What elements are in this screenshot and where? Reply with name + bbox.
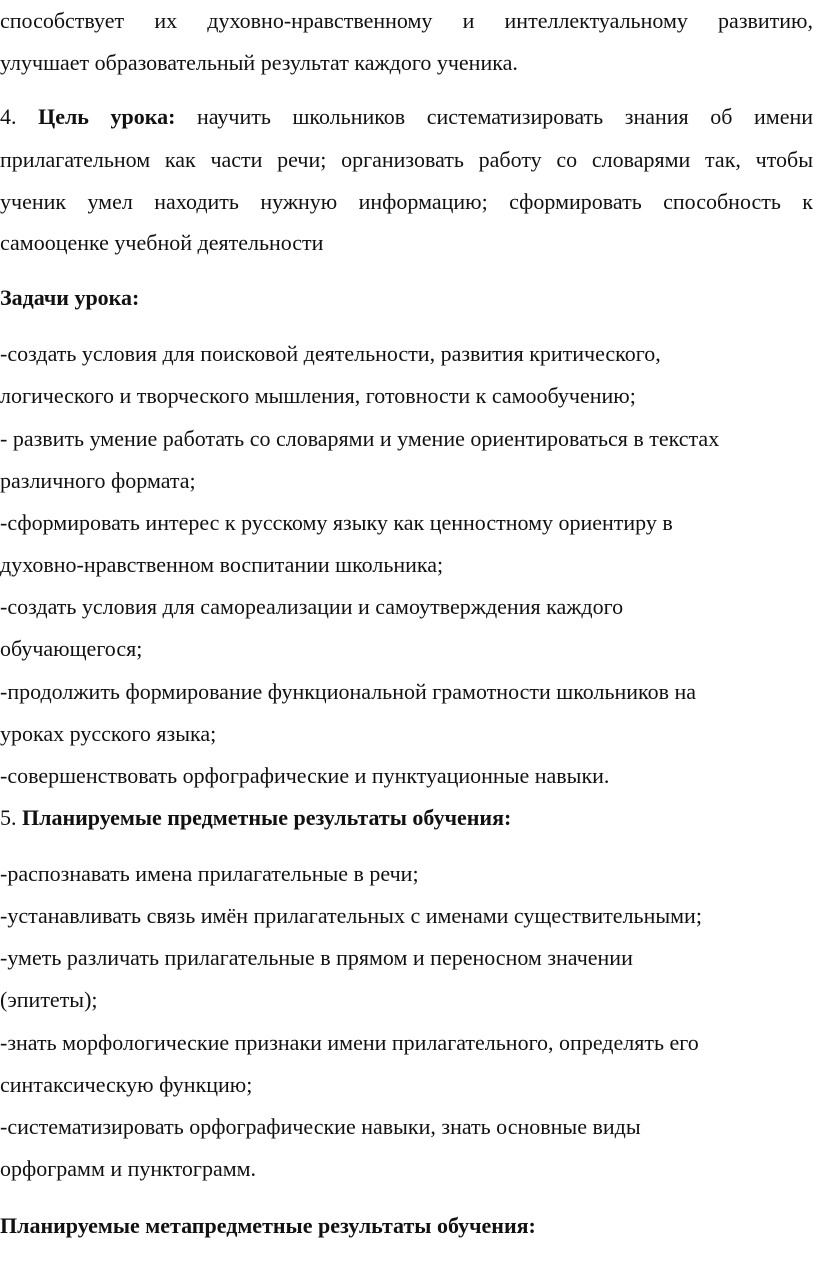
intro-line-1: способствует их духовно-нравственному и интеллектуальному развитию, — [0, 8, 813, 33]
task-line: различного формата; — [0, 468, 196, 493]
goal-line-4: самооценке учебной деятельности — [0, 230, 324, 255]
subject-results-number: 5. — [0, 805, 17, 830]
subject-result-line: -уметь различать прилагательные в прямом и переносном значении — [0, 945, 633, 970]
tasks-heading: Задачи урока: — [0, 285, 140, 310]
subject-results-heading: Планируемые предметные результаты обучения: — [22, 805, 512, 830]
goal-line-3: ученик умел находить нужную информацию; сформировать способность к — [0, 189, 813, 214]
task-line: духовно-нравственном воспитании школьника; — [0, 552, 444, 577]
task-line: - развить умение работать со словарями и умение ориентироваться в текстах — [0, 426, 720, 451]
task-line: -продолжить формирование функциональной грамотности школьников на — [0, 679, 697, 704]
subject-results-heading-line — [0, 803, 813, 833]
task-line: -совершенствовать орфографические и пунктуационные навыки. — [0, 763, 610, 788]
goal-label: Цель урока: — [38, 104, 176, 129]
subject-result-line: орфограмм и пунктограмм. — [0, 1156, 257, 1181]
goal-line-2: прилагательном как части речи; организовать работу со словарями так, чтобы — [0, 147, 813, 172]
meta-results-heading: Планируемые метапредметные результаты обучения: — [0, 1213, 536, 1238]
intro-line-2: улучшает образовательный результат каждого ученика. — [0, 50, 518, 75]
task-line: уроках русского языка; — [0, 721, 217, 746]
task-line: -сформировать интерес к русскому языку как ценностному ориентиру в — [0, 510, 673, 535]
goal-number: 4. — [0, 104, 17, 129]
subject-result-line: -систематизировать орфографические навыки, знать основные виды — [0, 1114, 641, 1139]
goal-text: научить школьников систематизировать знания об имени — [196, 104, 814, 129]
goal-paragraph-line-1 — [0, 102, 813, 132]
subject-result-line: (эпитеты); — [0, 987, 98, 1012]
task-line: обучающегося; — [0, 636, 143, 661]
task-line: логического и творческого мышления, готовности к самообучению; — [0, 383, 636, 408]
task-line: -создать условия для самореализации и самоутверждения каждого — [0, 594, 624, 619]
task-line: -создать условия для поисковой деятельности, развития критического, — [0, 341, 661, 366]
subject-result-line: -знать морфологические признаки имени прилагательного, определять его — [0, 1030, 699, 1055]
subject-result-line: -устанавливать связь имён прилагательных с именами существительными; — [0, 903, 702, 928]
subject-result-line: -распознавать имена прилагательные в речи; — [0, 861, 419, 886]
subject-result-line: синтаксическую функцию; — [0, 1072, 253, 1097]
